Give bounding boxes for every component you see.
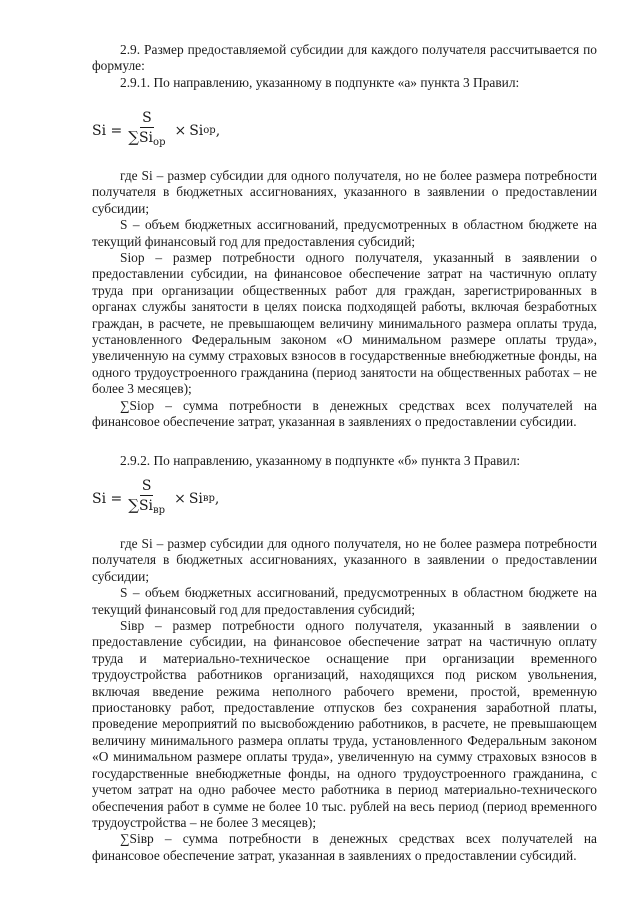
rhs-tail: , — [215, 122, 221, 139]
sum-symbol: ∑ — [128, 496, 139, 515]
paragraph-2-9-2: 2.9.2. По направлению, указанному в подпункте «б» пункта 3 Правил: — [120, 453, 521, 468]
den-base: Si — [138, 130, 154, 147]
formula-vr — [92, 478, 219, 520]
section-2-9-2 — [92, 453, 597, 469]
definition-sum-sivr: ∑Siвр – сумма потребности в денежных средствах всех получателей на финансовое обеспечение затрат, указанная в заявлениях о предоставлении субсидий. — [92, 831, 597, 863]
den-subscript: op — [153, 137, 166, 149]
fraction-numerator: S — [140, 110, 154, 128]
times-sign: × — [174, 122, 187, 139]
fraction-denominator — [126, 496, 167, 519]
rhs-tail: , — [214, 490, 220, 507]
definition-s: S – объем бюджетных ассигнований, предусмотренных в областном бюджете на текущий финансовый год для предоставления субсидий; — [92, 217, 597, 249]
rhs-base: Si — [188, 490, 203, 507]
den-base: Si — [138, 498, 154, 515]
times-sign: × — [174, 490, 186, 507]
definition-sivr: Siвр – размер потребности одного получателя, указанный в заявлении о предоставление субсидии, на финансовое обеспечение затрат на частичную оплату труда и материально-техническое оснащение при организации временного трудоустройства работников организаций, находящихся под риском увольнения, включая введение режима неполного рабочего времени, простой, временную приостановку работ, предоставление отпусков без сохранения заработной платы, проведение мероприятий по высвобождению работников, в расчете, не превышающем величину минимального размера оплаты труда, установленного Федеральным законом «О минимальном размере оплаты труда», увеличенную на сумму страховых взносов в государственные внебюджетные фонды, на одного трудоустроенного гражданина, с учетом затрат на одно рабочее место работника в период материально-технического обеспечения работ в сумме не более 10 тыс. рублей на весь период (период временного трудоустройства – не более 3 месяцев); — [92, 618, 597, 830]
definition-siop: Siор – размер потребности одного получателя, указанный в заявлении о предоставлении субсидии, на финансовое обеспечение затрат на частичную оплату труда при организации общественных работ для граждан, зарегистрированных в органах службы занятости в целях поиска подходящей работы, включая безработных граждан, в расчете, не превышающем величину минимального размера оплаты труда, установленного Федеральным законом «О минимальном размере оплаты труда», увеличенную на сумму страховых взносов в государственные внебюджетные фонды, на одного трудоустроенного гражданина (период занятости на общественных работах – не более 3 месяцев); — [92, 250, 597, 397]
paragraph-2-9: 2.9. Размер предоставляемой субсидии для каждого получателя рассчитывается по формуле: — [92, 42, 597, 74]
sum-symbol: ∑ — [128, 128, 139, 147]
definitions-op — [92, 168, 597, 431]
fraction-numerator: S — [140, 478, 154, 496]
formula-fraction — [126, 110, 167, 152]
section-2-9 — [92, 42, 597, 91]
definitions-vr — [92, 536, 597, 864]
definition-s: S – объем бюджетных ассигнований, предусмотренных в областном бюджете на текущий финансовый год для предоставления субсидий; — [92, 585, 597, 617]
rhs-subscript: вр — [202, 492, 215, 504]
formula-fraction — [126, 478, 167, 520]
formula-lhs: Si = — [92, 122, 123, 139]
formula-op — [92, 110, 220, 152]
formula-lhs: Si = — [92, 490, 123, 507]
definition-si: где Si – размер субсидии для одного получателя, но не более размера потребности получателя в бюджетных ассигнованиях, указанного в заявлении о предоставлении субсидии; — [92, 536, 597, 584]
rhs-base: Si — [189, 122, 204, 139]
den-subscript: вр — [153, 505, 166, 517]
fraction-denominator — [126, 128, 167, 151]
paragraph-2-9-1: 2.9.1. По направлению, указанному в подпункте «а» пункта 3 Правил: — [120, 74, 520, 90]
rhs-subscript: op — [203, 124, 216, 136]
definition-sum-siop: ∑Siор – сумма потребности в денежных средствах всех получателей на финансовое обеспечение затрат, указанная в заявлениях о предоставлении субсидии. — [92, 397, 597, 430]
definition-si: где Si – размер субсидии для одного получателя, но не более размера потребности получателя в бюджетных ассигнованиях, указанного в заявлении о предоставлении субсидии; — [92, 168, 597, 216]
